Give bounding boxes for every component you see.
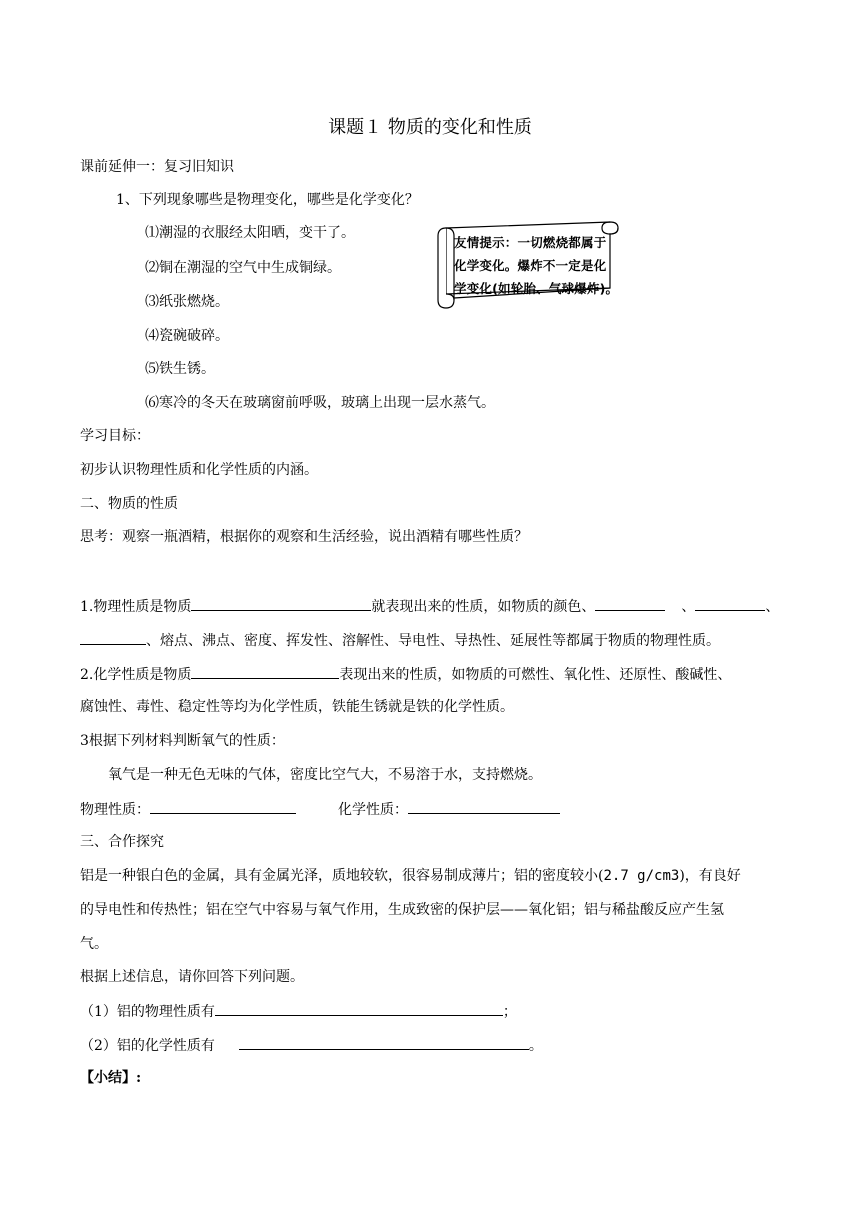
text: 。 <box>528 1038 543 1054</box>
physical-property-line1 <box>80 596 779 617</box>
paragraph-line <box>80 866 741 886</box>
text: 表现出来的性质，如物质的可燃性、氧化性、还原性、酸碱性、 <box>339 667 732 683</box>
chemical-property-line1 <box>80 664 731 685</box>
question-label: （2）铝的化学性质有 <box>80 1038 215 1054</box>
physical-label: 物理性质： <box>80 802 150 818</box>
tip-line: 友情提示：一切燃烧都属于 <box>454 235 607 250</box>
question: 根据上述信息，请你回答下列问题。 <box>80 969 304 985</box>
physical-answer-blank[interactable] <box>150 799 296 814</box>
list-item: ⑹寒冷的冬天在玻璃窗前呼吸，玻璃上出现一层水蒸气。 <box>145 395 495 411</box>
fill-blank[interactable] <box>595 596 665 611</box>
list-item: ⑵铜在潮湿的空气中生成铜绿。 <box>145 260 341 276</box>
fill-blank[interactable] <box>80 630 146 645</box>
fill-blank[interactable] <box>695 596 765 611</box>
list-item: ⑸铁生锈。 <box>145 361 215 377</box>
section-heading: 二、物质的性质 <box>80 496 178 512</box>
text: 、熔点、沸点、密度、挥发性、溶解性、导电性、导热性、延展性等都属于物质的物理性质。 <box>146 633 720 649</box>
text: )，有良好 <box>679 868 741 884</box>
goal-text: 初步认识物理性质和化学性质的内涵。 <box>80 462 318 478</box>
chemical-property-line2: 腐蚀性、毒性、稳定性等均为化学性质，铁能生锈就是铁的化学性质。 <box>80 699 514 715</box>
fill-blank[interactable] <box>191 596 371 611</box>
goal-heading: 学习目标： <box>80 428 150 444</box>
list-item: ⑶纸张燃烧。 <box>145 294 229 310</box>
list-item: ⑷瓷碗破碎。 <box>145 328 229 344</box>
tip-line: 学变化(如轮胎、气球爆炸)。 <box>454 281 619 296</box>
paragraph-line: 气。 <box>80 936 108 952</box>
tip-line: 化学变化。爆炸不一定是化 <box>454 258 607 273</box>
text: 就表现出来的性质，如物质的颜色、 <box>371 599 596 615</box>
section-heading: 课前延伸一：复习旧知识 <box>80 159 234 175</box>
fill-blank[interactable] <box>191 664 339 679</box>
text: 、 <box>681 599 696 615</box>
text: 、 <box>765 599 780 615</box>
answer-row <box>80 1001 517 1022</box>
question: 1、下列现象哪些是物理变化，哪些是化学变化？ <box>116 192 419 208</box>
list-item: ⑴潮湿的衣服经太阳晒，变干了。 <box>145 225 355 241</box>
fill-blank[interactable] <box>239 1035 529 1050</box>
section-heading: 三、合作探究 <box>80 834 164 850</box>
chemical-answer-blank[interactable] <box>408 799 560 814</box>
chemical-label: 化学性质： <box>338 802 408 818</box>
tip-scroll <box>432 218 620 308</box>
physical-property-line2 <box>80 630 720 651</box>
text: 铝是一种银白色的金属，具有金属光泽，质地较软，很容易制成薄片；铝的密度较小( <box>80 868 604 884</box>
think-prompt: 思考：观察一瓶酒精，根据你的观察和生活经验，说出酒精有哪些性质？ <box>80 529 528 545</box>
answer-row <box>80 799 560 820</box>
oxygen-material: 氧气是一种无色无味的气体，密度比空气大，不易溶于水，支持燃烧。 <box>108 767 542 783</box>
question: 3根据下列材料判断氧气的性质： <box>80 733 285 749</box>
paragraph-line: 的导电性和传热性；铝在空气中容易与氧气作用，生成致密的保护层——氧化铝；铝与稀盐酸反应产生氢 <box>80 902 724 918</box>
summary-heading: 【小结】: <box>80 1070 142 1086</box>
text: ； <box>502 1004 517 1020</box>
text: 2.化学性质是物质 <box>80 667 192 683</box>
question-label: （1）铝的物理性质有 <box>80 1004 215 1020</box>
fill-blank[interactable] <box>215 1001 503 1016</box>
text: 1.物理性质是物质 <box>80 599 192 615</box>
page-title: 课题１ 物质的变化和性质 <box>328 117 532 138</box>
answer-row <box>80 1035 543 1056</box>
density-value: 2.7 g/cm3 <box>603 868 680 884</box>
